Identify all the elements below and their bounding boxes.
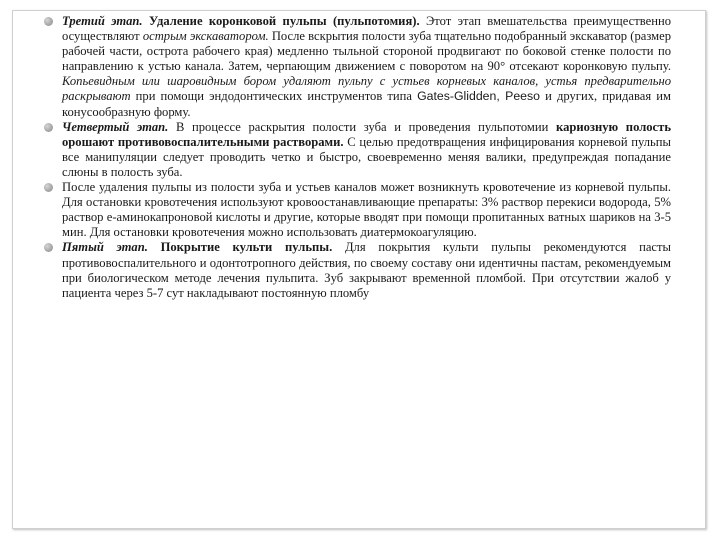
stage-3-instruments: Gates-Glidden, Peeso (417, 89, 541, 104)
stage-3-text-italic: острым экскаватором. (142, 29, 269, 44)
stage-4-text-bold: кариозную полость орошают противовоспалительными растворами. (62, 119, 671, 149)
slide-content (44, 14, 671, 301)
stage-5-text: Для покрытия культи пульпы рекомендуются пасты противовоспалительного и одонтотропного действия, по своему составу они идентичны пастам, рекомендуемым при биологическом методе лечения пульпита. Зуб закрывают временной пломбой. При отсутствии жалоб у пациента через 5-7 сут накладывают постоянную пломбу (62, 240, 671, 300)
bullet-icon (44, 183, 53, 192)
stage-4-heading-italic: Четвертый этап. (62, 119, 169, 134)
bullet-icon (44, 243, 53, 252)
bullet-icon (44, 123, 53, 132)
stage-3-text-2: После вскрытия полости зуба тщательно подобранный экскаватор (размер рабочей части, острота рабочего края) медленно тыльной стороной продвигают по боковой стенке полости по направлению к устью канала. Затем, черпающим движением с поворотом на 90° отсекают коронковую пульпу. (62, 29, 672, 74)
bullet-item-stage-5 (44, 240, 671, 300)
stage-5-heading: Покрытие культи пульпы. (147, 240, 333, 255)
stage-5-heading-italic: Пятый этап. (62, 240, 148, 255)
bullet-item-bleeding (44, 180, 671, 240)
bullet-item-stage-4 (44, 120, 671, 180)
bullet-icon (44, 17, 53, 26)
stage-4-text-2: С целью предотвращения инфицирования корневой пульпы все манипуляции следует проводить четко и быстро, своевременно меняя валики, предупреждая попадание слюны в полость зуба. (62, 134, 671, 179)
stage-3-text: Этот этап вмешательства преимущественно осуществляют (62, 14, 671, 44)
stage-3-text-italic-2: Копьевидным или шаровидным бором удаляют пульпу с устьев корневых каналов, устья предварительно раскрывают (62, 74, 671, 104)
bleeding-text: После удаления пульпы из полости зуба и устьев каналов может возникнуть кровотечение из корневой пульпы. Для остановки кровотечения используют кровоостанавливающие препараты: 3% раствор перекиси водорода, 5% раствор е-аминокапроновой кислоты и другие, которые вводят при помощи пропитанных ватных шариков на 3-5 мин. Для остановки кровотечения можно использовать диатермокоагуляцию. (62, 180, 671, 240)
stage-3-text-4: и других, придавая им конусообразную форму. (62, 89, 671, 119)
bullet-item-stage-3 (44, 14, 671, 120)
stage-3-text-3: при помощи эндодонтических инструментов типа (130, 89, 418, 104)
stage-3-heading-italic: Третий этап. (62, 14, 143, 28)
stage-3-heading: Удаление коронковой пульпы (пульпотомия). (142, 14, 420, 28)
stage-4-text: В процессе раскрытия полости зуба и проведения пульпотомии (168, 119, 557, 134)
